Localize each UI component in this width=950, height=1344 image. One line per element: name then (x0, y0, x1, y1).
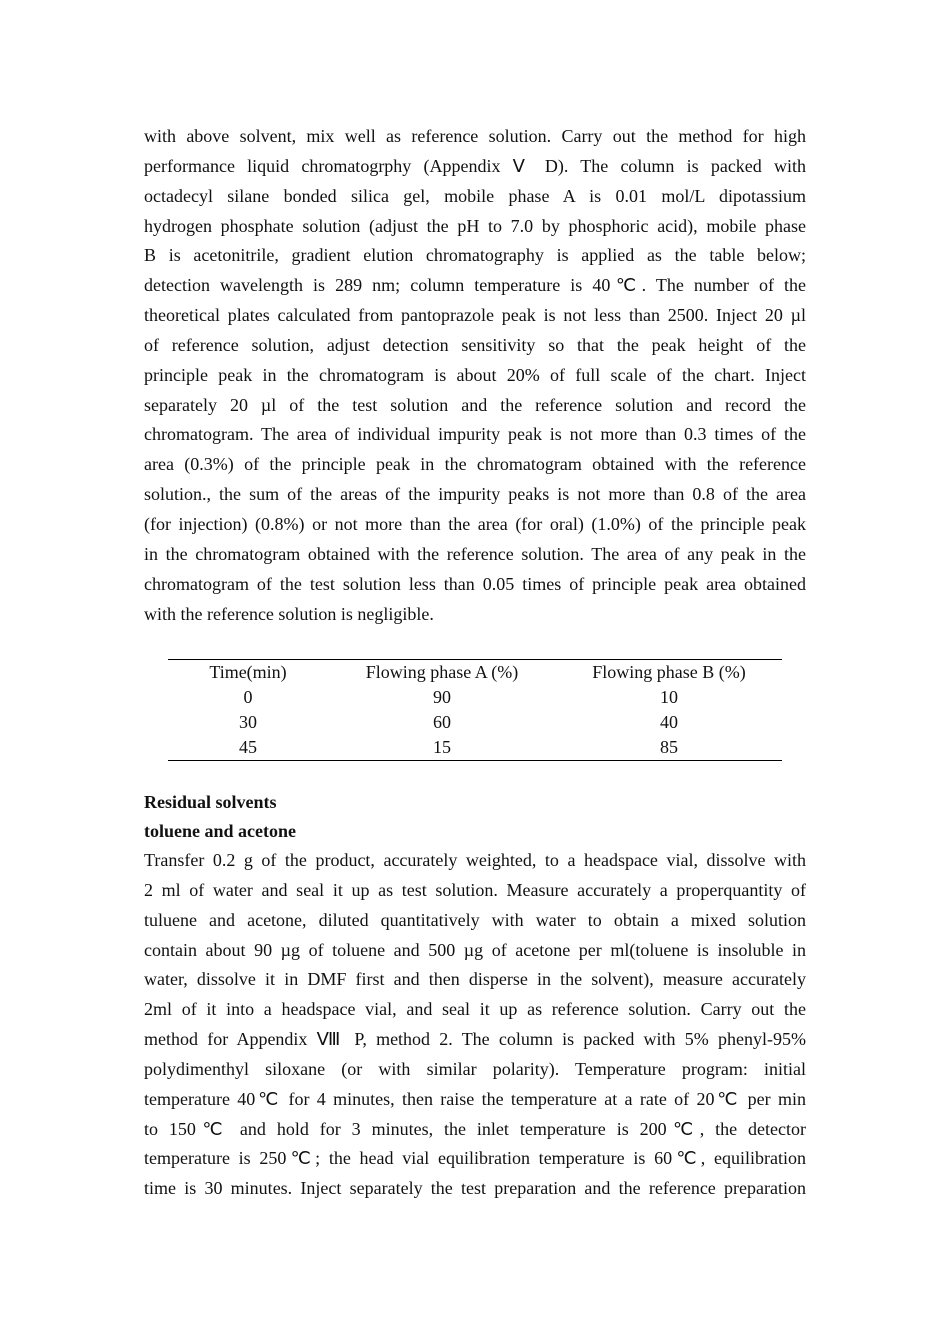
hplc-method-paragraph (144, 122, 806, 629)
text-line: octadecyl silane bonded silica gel, mobile phase A is 0.01 mol/L dipotassium (144, 185, 806, 206)
header-time: Time(min) (209, 662, 287, 682)
cell: 45 (239, 737, 257, 757)
residual-solvents-paragraph (144, 846, 806, 1204)
text-line: hydrogen phosphate solution (adjust the pH to 7.0 by phosphoric acid), mobile phase (144, 215, 806, 236)
subsection-heading: toluene and acetone (144, 821, 296, 841)
text-line: separately 20 µl of the test solution and the reference solution and record the (144, 394, 806, 415)
text-line: to 150℃ and hold for 3 minutes, the inlet temperature is 200℃, the detector (144, 1118, 806, 1139)
table-header-row (168, 660, 782, 686)
text-line: 2 ml of water and seal it up as test solution. Measure accurately a properquantity of (144, 879, 806, 900)
text-line: performance liquid chromatogrphy (Appendix Ⅴ D). The column is packed with (144, 155, 806, 176)
text-line: in the chromatogram obtained with the reference solution. The area of any peak in the (144, 543, 806, 564)
cell: 30 (239, 712, 257, 732)
cell: 60 (433, 712, 451, 732)
table-row (168, 685, 782, 710)
text-line: chromatogram. The area of individual impurity peak is not more than 0.3 times of the (144, 424, 806, 445)
cell: 0 (243, 687, 253, 707)
cell: 40 (660, 712, 678, 732)
text-line: chromatogram of the test solution less than 0.05 times of principle peak area obtained (144, 573, 806, 594)
header-phase-a: Flowing phase A (%) (365, 662, 519, 682)
text-line: contain about 90 µg of toluene and 500 µg of acetone per ml(toluene is insoluble in (144, 939, 806, 960)
text-line: 2ml of it into a headspace vial, and seal it up as reference solution. Carry out the (144, 999, 806, 1020)
text-line: temperature 40℃ for 4 minutes, then raise the temperature at a rate of 20℃ per min (144, 1088, 806, 1109)
text-line: area (0.3%) of the principle peak in the chromatogram obtained with the reference (144, 454, 806, 475)
text-line: water, dissolve it in DMF first and then disperse in the solvent), measure accurately (144, 969, 806, 990)
text-line: tuluene and acetone, diluted quantitatively with water to obtain a mixed solution (144, 909, 806, 930)
cell: 85 (660, 737, 678, 757)
text-line: principle peak in the chromatogram is about 20% of full scale of the chart. Inject (144, 364, 806, 385)
text-line: (for injection) (0.8%) or not more than the area (for oral) (1.0%) of the principle peak (144, 513, 806, 534)
header-phase-b: Flowing phase B (%) (592, 662, 746, 682)
cell: 10 (660, 687, 678, 707)
cell: 15 (433, 737, 451, 757)
text-line: with the reference solution is negligible. (144, 603, 434, 624)
cell: 90 (433, 687, 451, 707)
text-line: polydimenthyl siloxane (or with similar polarity). Temperature program: initial (144, 1058, 806, 1079)
text-line: time is 30 minutes. Inject separately the test preparation and the reference preparation (144, 1178, 806, 1199)
text-line: detection wavelength is 289 nm; column temperature is 40℃. The number of the (144, 275, 806, 296)
text-line: temperature is 250℃; the head vial equilibration temperature is 60℃, equilibration (144, 1148, 806, 1169)
text-line: of reference solution, adjust detection sensitivity so that the peak height of the (144, 334, 806, 355)
text-line: with above solvent, mix well as reference solution. Carry out the method for high (144, 126, 806, 146)
text-line: method for Appendix Ⅷ P, method 2. The column is packed with 5% phenyl-95% (144, 1029, 806, 1050)
text-line: solution., the sum of the areas of the impurity peaks is not more than 0.8 of the area (144, 484, 806, 505)
table-row (168, 710, 782, 735)
text-line: theoretical plates calculated from pantoprazole peak is not less than 2500. Inject 20 µl (144, 305, 806, 326)
text-line: Transfer 0.2 g of the product, accurately weighted, to a headspace vial, dissolve with (144, 850, 806, 870)
gradient-table (168, 659, 782, 761)
table-row (168, 735, 782, 761)
text-line: B is acetonitrile, gradient elution chromatography is applied as the table below; (144, 245, 806, 266)
section-heading: Residual solvents (144, 792, 277, 812)
